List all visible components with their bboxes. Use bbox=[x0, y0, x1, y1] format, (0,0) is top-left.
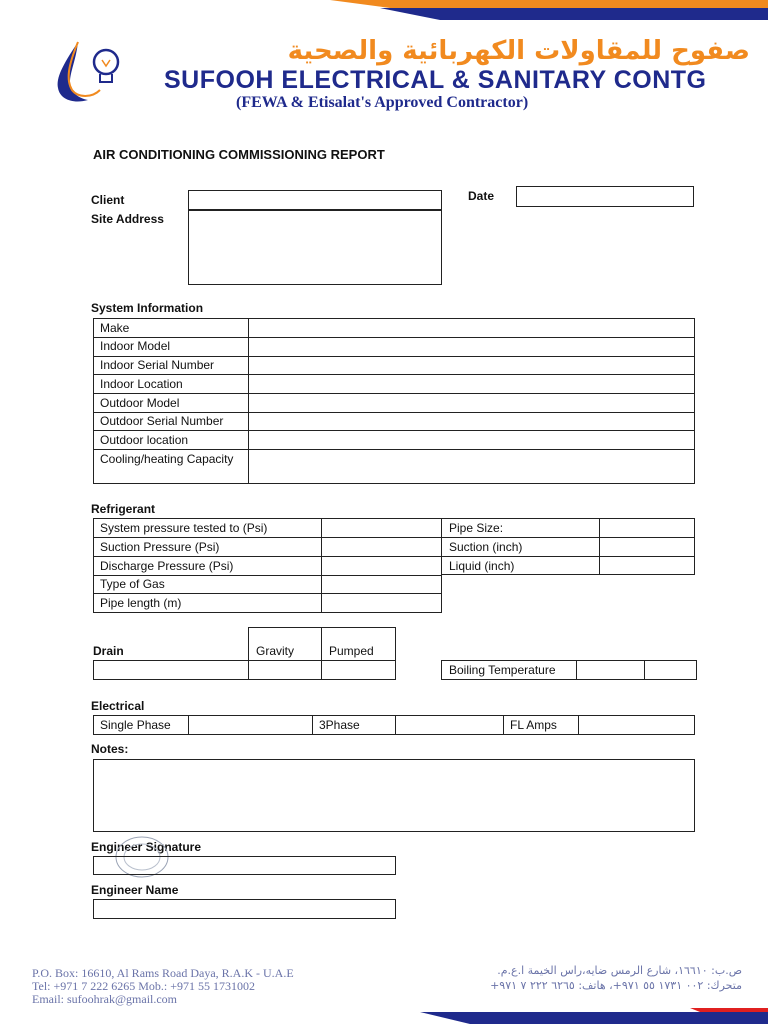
footer-arabic-phone: متحرك: ٠٠٢ ١٧٣١ ٥٥ ٩٧١+، هاتف: ٦٢٦٥ ٢٢٢ ٧ ٩٧١+ bbox=[490, 979, 742, 992]
system-row-outdoor-serial: Outdoor Serial Number bbox=[100, 414, 224, 428]
system-row-capacity: Cooling/heating Capacity bbox=[100, 452, 234, 466]
footer-po-box: P.O. Box: 16610, Al Rams Road Daya, R.A.K - U.A.E bbox=[32, 966, 294, 980]
date-input[interactable] bbox=[516, 186, 694, 207]
electrical-fl-amps-value[interactable] bbox=[579, 716, 694, 734]
refrigerant-system-pressure-value[interactable] bbox=[322, 519, 441, 537]
system-value-capacity[interactable] bbox=[249, 450, 694, 483]
date-label: Date bbox=[468, 189, 495, 203]
system-row-indoor-model: Indoor Model bbox=[100, 339, 171, 353]
system-row-make: Make bbox=[100, 321, 130, 335]
company-name-arabic: صفوح للمقاولات الكهربائية والصحية bbox=[287, 36, 750, 66]
electrical-three-phase-label: 3Phase bbox=[319, 718, 360, 732]
electrical-fl-amps-label: FL Amps bbox=[510, 718, 557, 732]
site-address-label: Site Address bbox=[91, 212, 164, 226]
refrigerant-suction-pressure: Suction Pressure (Psi) bbox=[100, 540, 220, 554]
system-value-indoor-model[interactable] bbox=[249, 338, 694, 356]
engineer-name-label: Engineer Name bbox=[91, 883, 179, 897]
refrigerant-discharge-pressure: Discharge Pressure (Psi) bbox=[100, 559, 234, 573]
report-title: AIR CONDITIONING COMMISSIONING REPORT bbox=[93, 147, 385, 162]
drain-pumped-label[interactable]: Pumped bbox=[329, 644, 374, 658]
system-value-outdoor-model[interactable] bbox=[249, 394, 694, 412]
drain-gravity-value[interactable] bbox=[249, 661, 320, 679]
client-label: Client bbox=[91, 193, 125, 207]
bottom-stripes bbox=[0, 1008, 768, 1024]
boiling-temperature-label: Boiling Temperature bbox=[449, 663, 556, 677]
drain-pumped-value[interactable] bbox=[322, 661, 395, 679]
system-value-indoor-serial[interactable] bbox=[249, 357, 694, 374]
engineer-signature-label: Engineer Signature bbox=[91, 840, 202, 854]
drop-bulb-logo-icon bbox=[48, 36, 128, 106]
system-value-indoor-location[interactable] bbox=[249, 375, 694, 393]
system-value-outdoor-serial[interactable] bbox=[249, 413, 694, 430]
refrigerant-type-of-gas-value[interactable] bbox=[322, 576, 441, 593]
electrical-three-phase-value[interactable] bbox=[396, 716, 502, 734]
electrical-single-phase-label: Single Phase bbox=[100, 718, 171, 732]
system-value-make[interactable] bbox=[249, 319, 694, 337]
footer-email: Email: sufoohrak@gmail.com bbox=[32, 992, 178, 1006]
refrigerant-suction-inch: Suction (inch) bbox=[449, 540, 523, 554]
refrigerant-suction-inch-value[interactable] bbox=[600, 538, 694, 556]
engineer-signature-input[interactable] bbox=[93, 856, 396, 875]
drain-value[interactable] bbox=[94, 661, 247, 679]
notes-input[interactable] bbox=[93, 759, 695, 832]
refrigerant-type-of-gas: Type of Gas bbox=[100, 577, 165, 591]
refrigerant-system-pressure: System pressure tested to (Psi) bbox=[100, 521, 268, 535]
engineer-name-input[interactable] bbox=[93, 899, 396, 919]
boiling-temperature-value-2[interactable] bbox=[645, 661, 696, 679]
electrical-heading: Electrical bbox=[91, 699, 145, 713]
system-row-indoor-serial: Indoor Serial Number bbox=[100, 358, 215, 372]
company-name-english: SUFOOH ELECTRICAL & SANITARY CONTG bbox=[164, 66, 707, 94]
refrigerant-pipe-size-value[interactable] bbox=[600, 519, 694, 537]
footer-arabic-address: ص.ب: ١٦٦١٠، شارع الرمس ضايه،راس الخيمة ا.ع.م. bbox=[497, 964, 742, 977]
notes-label: Notes: bbox=[91, 742, 129, 756]
drain-label: Drain bbox=[93, 644, 124, 658]
refrigerant-pipe-length: Pipe length (m) bbox=[100, 596, 182, 610]
company-tagline: (FEWA & Etisalat's Approved Contractor) bbox=[236, 94, 529, 111]
top-stripes bbox=[0, 0, 768, 24]
refrigerant-suction-pressure-value[interactable] bbox=[322, 538, 441, 556]
refrigerant-heading: Refrigerant bbox=[91, 502, 156, 516]
system-row-outdoor-location: Outdoor location bbox=[100, 433, 189, 447]
drain-gravity-label[interactable]: Gravity bbox=[256, 644, 295, 658]
system-information-heading: System Information bbox=[91, 301, 204, 315]
refrigerant-liquid-inch: Liquid (inch) bbox=[449, 559, 515, 573]
client-input[interactable] bbox=[188, 190, 442, 210]
footer-tel: Tel: +971 7 222 6265 Mob.: +971 55 1731002 bbox=[32, 979, 256, 993]
electrical-single-phase-value[interactable] bbox=[189, 716, 311, 734]
refrigerant-liquid-inch-value[interactable] bbox=[600, 557, 694, 574]
system-row-indoor-location: Indoor Location bbox=[100, 377, 183, 391]
site-address-input[interactable] bbox=[188, 210, 442, 285]
boiling-temperature-value-1[interactable] bbox=[577, 661, 643, 679]
system-value-outdoor-location[interactable] bbox=[249, 431, 694, 449]
refrigerant-pipe-length-value[interactable] bbox=[322, 594, 441, 612]
system-row-outdoor-model: Outdoor Model bbox=[100, 396, 180, 410]
refrigerant-discharge-pressure-value[interactable] bbox=[322, 557, 441, 575]
refrigerant-pipe-size: Pipe Size: bbox=[449, 521, 504, 535]
